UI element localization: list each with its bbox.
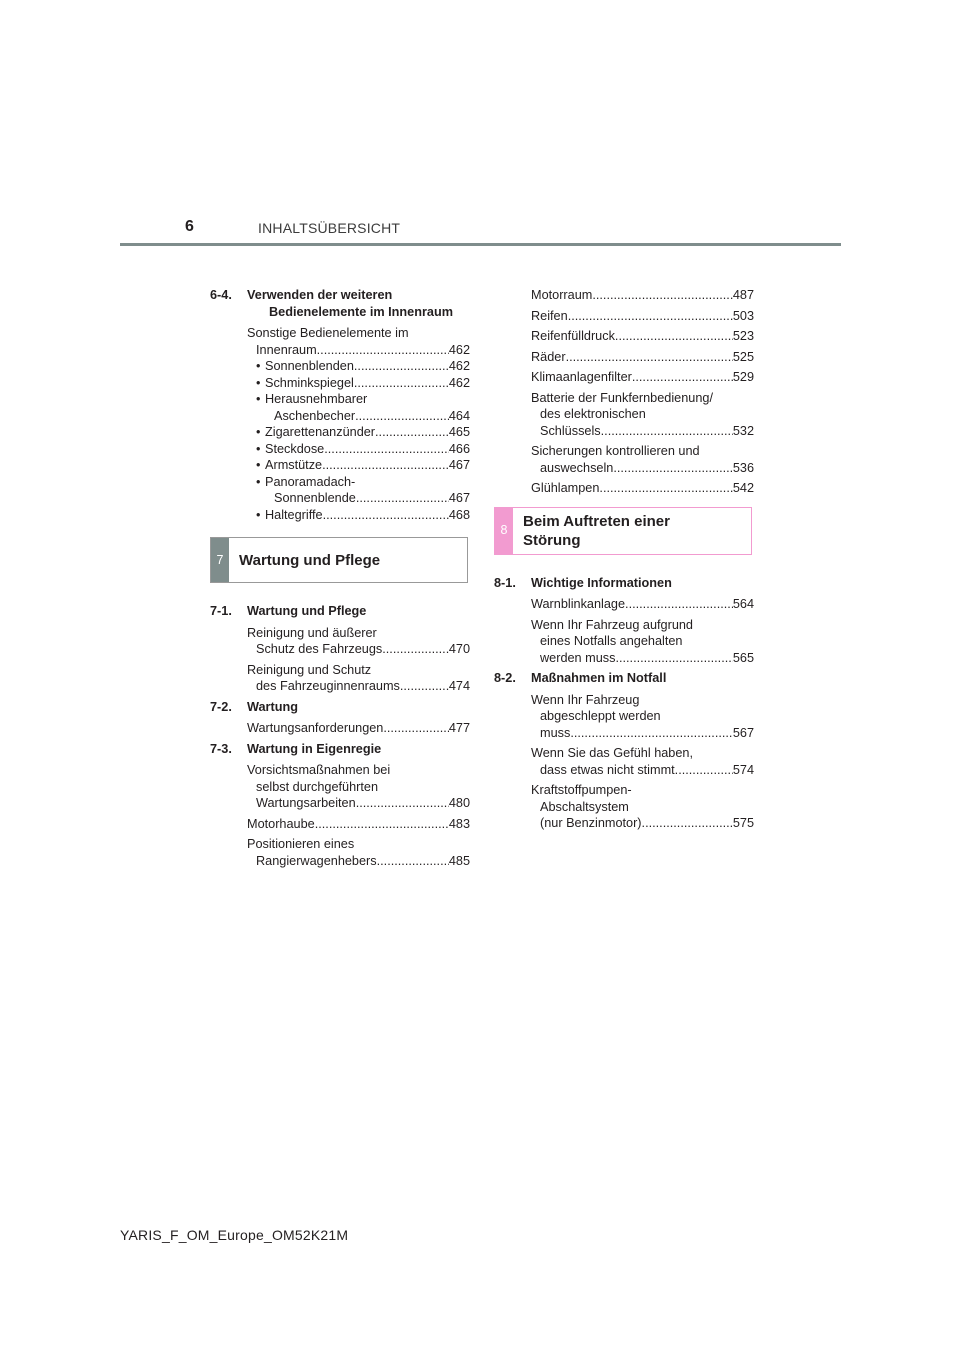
document-id-footer: YARIS_F_OM_Europe_OM52K21M bbox=[120, 1227, 349, 1243]
toc-bullet-panoramadach[interactable] bbox=[247, 474, 470, 507]
entry-text: Panoramadach- bbox=[265, 474, 356, 489]
entry-text: eines Notfalls angehalten bbox=[540, 634, 683, 648]
toc-section-7-2[interactable] bbox=[210, 699, 470, 716]
leader-dots bbox=[355, 408, 449, 425]
toc-section-7-1[interactable] bbox=[210, 603, 470, 620]
page-ref: 462 bbox=[448, 375, 470, 390]
toc-entry-rangierwagenheber[interactable] bbox=[210, 836, 470, 869]
entry-text: des Fahrzeuginnenraums bbox=[256, 679, 400, 693]
page-ref: 462 bbox=[448, 342, 470, 357]
leader-dots bbox=[601, 423, 733, 440]
section-title: Wartung in Eigenregie bbox=[247, 741, 382, 756]
entry-text: selbst durchgeführten bbox=[256, 779, 379, 794]
page-ref: 483 bbox=[448, 816, 470, 831]
leader-dots bbox=[354, 375, 449, 392]
entry-text: Abschaltsystem bbox=[540, 799, 629, 814]
page-ref: 468 bbox=[448, 507, 470, 522]
entry-text: abgeschleppt werden bbox=[540, 709, 661, 723]
page-ref: 574 bbox=[732, 762, 754, 777]
page-ref: 523 bbox=[732, 329, 754, 343]
section-number: 8-1. bbox=[494, 575, 516, 590]
entry-text: muss bbox=[540, 725, 571, 740]
entry-page-row bbox=[531, 287, 754, 304]
page-ref: 474 bbox=[448, 679, 470, 693]
page-ref: 529 bbox=[732, 370, 754, 384]
entry-page-row bbox=[531, 762, 754, 779]
section-title: Wartung und Pflege bbox=[247, 604, 367, 618]
leader-dots bbox=[400, 678, 449, 695]
entry-page-row bbox=[247, 342, 470, 359]
entry-page-row bbox=[531, 725, 754, 742]
chapter-title: Wartung und Pflege bbox=[239, 551, 381, 569]
entry-page-row bbox=[247, 720, 470, 737]
leader-dots bbox=[382, 641, 449, 658]
toc-entry-batterie-funkfernbedienung[interactable] bbox=[494, 390, 754, 440]
entry-text: Batterie der Funkfernbedienung/ bbox=[531, 390, 713, 405]
toc-bullet-steckdose[interactable] bbox=[247, 441, 470, 458]
toc-entry-reifenfuelldruck[interactable] bbox=[494, 328, 754, 345]
section-number: 7-3. bbox=[210, 741, 232, 756]
toc-entry-abgeschleppt[interactable] bbox=[494, 692, 754, 742]
entry-page-row bbox=[531, 423, 754, 440]
page-ref: 480 bbox=[448, 796, 470, 810]
entry-page-row bbox=[531, 349, 754, 366]
leader-dots bbox=[323, 507, 449, 524]
toc-entry-sonstige-bedienelemente[interactable] bbox=[210, 325, 470, 523]
toc-entry-reinigung-innen[interactable] bbox=[210, 662, 470, 695]
entry-text: Räder bbox=[531, 349, 566, 364]
page-ref: 525 bbox=[732, 349, 754, 364]
leader-dots bbox=[375, 424, 449, 441]
leader-dots bbox=[377, 853, 449, 870]
leader-dots bbox=[324, 441, 449, 458]
chapter-tab: 7 bbox=[211, 538, 229, 582]
entry-text: Reinigung und Schutz bbox=[247, 662, 372, 677]
entry-text: Sonnenblenden bbox=[265, 359, 354, 373]
toc-bullet-sonnenblenden[interactable] bbox=[247, 358, 470, 375]
leader-dots bbox=[615, 650, 732, 667]
entry-text: Rangierwagenhebers bbox=[256, 853, 377, 868]
page-ref: 467 bbox=[448, 458, 470, 472]
entry-text: Wartungsarbeiten bbox=[256, 796, 356, 810]
page-ref: 532 bbox=[732, 423, 754, 438]
toc-bullet-schminkspiegel[interactable] bbox=[247, 375, 470, 392]
chapter-title-line: Störung bbox=[523, 531, 581, 549]
leader-dots bbox=[566, 349, 733, 366]
page-ref: 477 bbox=[448, 721, 470, 735]
entry-text: Glühlampen bbox=[531, 481, 600, 495]
toc-section-7-3[interactable] bbox=[210, 741, 470, 758]
entry-text: Haltegriffe bbox=[265, 507, 323, 522]
page-ref: 464 bbox=[448, 408, 470, 423]
entry-text: Wenn Ihr Fahrzeug bbox=[531, 692, 640, 707]
chapter-title-line: Beim Auftreten einer bbox=[523, 512, 670, 530]
entry-text: Steckdose bbox=[265, 441, 325, 456]
toc-entry-sicherungen[interactable] bbox=[494, 443, 754, 476]
toc-entry-notfall-angehalten[interactable] bbox=[494, 617, 754, 667]
page-ref: 465 bbox=[448, 425, 470, 439]
entry-page-row bbox=[531, 596, 754, 613]
section-number: 6-4. bbox=[210, 288, 232, 302]
leader-dots bbox=[568, 308, 733, 325]
leader-dots bbox=[354, 358, 449, 375]
toc-bullet-aschenbecher[interactable] bbox=[247, 391, 470, 424]
entry-page-row bbox=[247, 678, 470, 695]
bullet-icon: • bbox=[256, 425, 261, 439]
page-ref: 470 bbox=[448, 642, 470, 656]
leader-dots bbox=[632, 369, 733, 386]
bullet-list bbox=[247, 358, 470, 523]
toc-section-8-2[interactable] bbox=[494, 670, 754, 687]
leader-dots bbox=[615, 328, 733, 345]
page-ref: 503 bbox=[732, 308, 754, 323]
bullet-icon: • bbox=[256, 474, 261, 489]
page-ref: 565 bbox=[732, 650, 754, 665]
page-ref: 567 bbox=[732, 725, 754, 740]
toc-entry-warnblinkanlage[interactable] bbox=[494, 596, 754, 613]
bullet-icon: • bbox=[256, 359, 261, 373]
page-ref: 542 bbox=[732, 481, 754, 495]
entry-page-row bbox=[256, 408, 470, 425]
toc-bullet-zigarettenanzuender[interactable] bbox=[247, 424, 470, 441]
entry-page-row bbox=[247, 853, 470, 870]
leader-dots bbox=[322, 457, 449, 474]
chapter-8-header[interactable] bbox=[494, 507, 752, 555]
chapter-title bbox=[513, 512, 670, 550]
leader-dots bbox=[625, 596, 733, 613]
leader-dots bbox=[599, 480, 732, 497]
page-ref: 575 bbox=[732, 816, 754, 830]
entry-page-row bbox=[247, 816, 470, 833]
leader-dots bbox=[570, 725, 733, 742]
toc-entry-gefuehl-nicht-stimmt[interactable] bbox=[494, 745, 754, 778]
entry-text: werden muss bbox=[540, 650, 616, 665]
toc-entry-klimaanlagenfilter[interactable] bbox=[494, 369, 754, 386]
entry-text: Motorhaube bbox=[247, 816, 315, 831]
toc-entry-gluehlampen[interactable] bbox=[494, 480, 754, 497]
chapter-tab: 8 bbox=[495, 508, 513, 554]
toc-left-column bbox=[210, 287, 470, 873]
entry-page-row bbox=[531, 369, 754, 386]
toc-entry-motorraum[interactable] bbox=[494, 287, 754, 304]
section-title-continued: Bedienelemente im Innenraum bbox=[269, 304, 454, 319]
entry-text: Sicherungen kontrollieren und bbox=[531, 444, 700, 458]
toc-bullet-armstuetze[interactable] bbox=[247, 457, 470, 474]
entry-text: Warnblinkanlage bbox=[531, 597, 626, 611]
toc-entry-vorsichtsmassnahmen[interactable] bbox=[210, 762, 470, 812]
entry-text: Wartungsanforderungen bbox=[247, 721, 384, 735]
entry-page-row bbox=[256, 490, 470, 507]
section-number: 7-2. bbox=[210, 699, 232, 714]
entry-text: dass etwas nicht stimmt bbox=[540, 762, 675, 777]
section-title: Verwenden der weiteren bbox=[247, 288, 393, 302]
leader-dots bbox=[356, 490, 449, 507]
entry-page-row bbox=[531, 815, 754, 832]
entry-text: Sonnenblende bbox=[274, 491, 356, 505]
toc-entry-raeder[interactable] bbox=[494, 349, 754, 366]
leader-dots bbox=[675, 762, 733, 779]
entry-page-row bbox=[247, 641, 470, 658]
page-ref: 487 bbox=[732, 288, 754, 302]
bullet-icon: • bbox=[256, 458, 261, 472]
toc-section-6-4[interactable] bbox=[210, 287, 470, 320]
entry-page-row bbox=[247, 795, 470, 812]
entry-text: (nur Benzinmotor) bbox=[540, 816, 642, 830]
leader-dots bbox=[317, 342, 449, 359]
section-number: 7-1. bbox=[210, 604, 232, 618]
entry-page-row bbox=[531, 328, 754, 345]
entry-text: Armstütze bbox=[265, 458, 323, 472]
page-ref: 536 bbox=[732, 460, 754, 475]
entry-page-row bbox=[531, 308, 754, 325]
page-ref: 564 bbox=[732, 597, 754, 611]
toc-entry-reifen[interactable] bbox=[494, 308, 754, 325]
bullet-icon: • bbox=[256, 375, 261, 390]
page-ref: 466 bbox=[448, 441, 470, 456]
entry-page-row bbox=[531, 650, 754, 667]
toc-entry-kraftstoffpumpen[interactable] bbox=[494, 782, 754, 832]
page-ref: 462 bbox=[448, 359, 470, 373]
leader-dots bbox=[383, 720, 448, 737]
entry-text: Positionieren eines bbox=[247, 837, 355, 851]
entry-text: Klimaanlagenfilter bbox=[531, 370, 632, 384]
entry-text: Aschenbecher bbox=[274, 408, 356, 423]
bullet-icon: • bbox=[256, 507, 261, 522]
leader-dots bbox=[642, 815, 733, 832]
entry-text: Wenn Sie das Gefühl haben, bbox=[531, 746, 693, 760]
entry-text: Reinigung und äußerer bbox=[247, 625, 377, 640]
entry-text: Kraftstoffpumpen- bbox=[531, 783, 632, 797]
page-title: INHALTSÜBERSICHT bbox=[258, 220, 401, 236]
entry-text: Wenn Ihr Fahrzeug aufgrund bbox=[531, 617, 693, 632]
toc-bullet-haltegriffe[interactable] bbox=[247, 507, 470, 524]
entry-text: Schlüssels bbox=[540, 423, 601, 438]
toc-entry-motorhaube[interactable] bbox=[210, 816, 470, 833]
entry-text: Motorraum bbox=[531, 288, 593, 302]
entry-page-row bbox=[531, 480, 754, 497]
leader-dots bbox=[592, 287, 732, 304]
entry-text: Innenraum bbox=[256, 342, 317, 357]
leader-dots bbox=[356, 795, 449, 812]
section-title: Maßnahmen im Notfall bbox=[531, 671, 667, 685]
toc-entry-reinigung-aussen[interactable] bbox=[210, 625, 470, 658]
entry-text: Schutz des Fahrzeugs bbox=[256, 642, 383, 656]
entry-text: des elektronischen bbox=[540, 407, 646, 421]
entry-text: Sonstige Bedienelemente im bbox=[247, 326, 409, 340]
chapter-7-header[interactable] bbox=[210, 537, 468, 583]
entry-text: auswechseln bbox=[540, 460, 614, 475]
entry-text: Schminkspiegel bbox=[265, 375, 354, 390]
toc-section-8-1[interactable] bbox=[494, 575, 754, 592]
page-ref: 485 bbox=[448, 853, 470, 868]
entry-text: Vorsichtsmaßnahmen bei bbox=[247, 763, 391, 777]
bullet-icon: • bbox=[256, 392, 261, 406]
toc-entry-wartungsanforderungen[interactable] bbox=[210, 720, 470, 737]
entry-page-row bbox=[531, 460, 754, 477]
section-number: 8-2. bbox=[494, 671, 516, 685]
entry-text: Herausnehmbarer bbox=[265, 392, 368, 406]
leader-dots bbox=[613, 460, 732, 477]
page-number: 6 bbox=[185, 218, 194, 235]
section-title: Wartung bbox=[247, 699, 298, 714]
entry-text: Reifenfülldruck bbox=[531, 329, 615, 343]
entry-text: Reifen bbox=[531, 308, 568, 323]
header-divider bbox=[120, 243, 841, 246]
section-title: Wichtige Informationen bbox=[531, 575, 672, 590]
entry-text: Zigarettenanzünder bbox=[265, 425, 376, 439]
leader-dots bbox=[315, 816, 449, 833]
page-ref: 467 bbox=[448, 491, 470, 505]
bullet-icon: • bbox=[256, 441, 261, 456]
toc-right-column bbox=[494, 287, 754, 836]
